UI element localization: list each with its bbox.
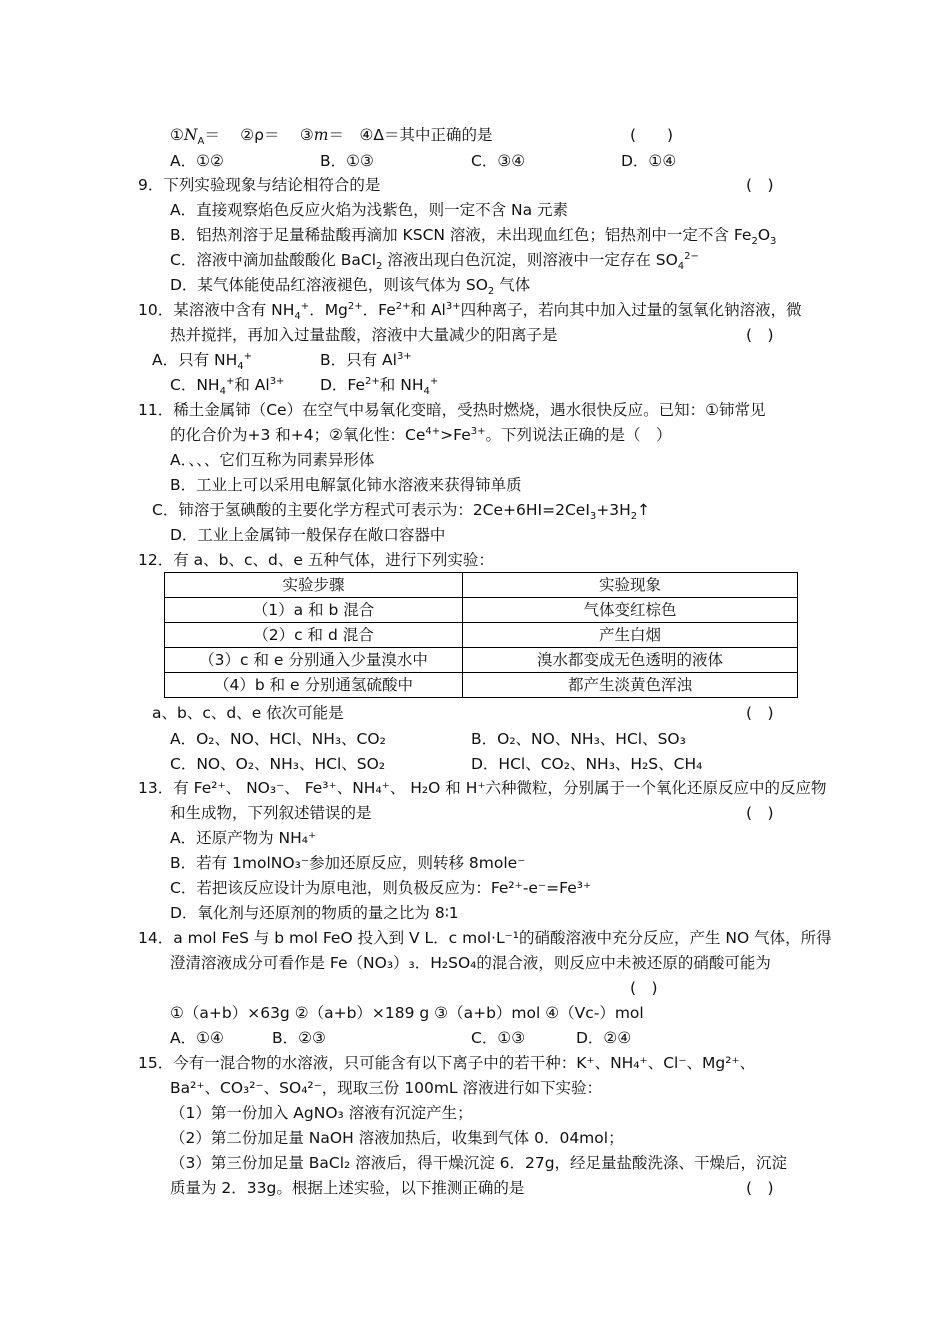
q11-option-a: A．、、、它们互称为同素异形体: [170, 451, 375, 469]
table-cell: 气体变红棕色: [463, 598, 798, 623]
table-cell: 溴水都变成无色透明的液体: [463, 648, 798, 673]
q8-option-c: C．③④: [471, 152, 526, 170]
q10-option-a: A．只有 $NH_4^+$: [152, 350, 253, 373]
q15-step-3-line2: 质量为 2．33g。根据上述实验，以下推测正确的是: [170, 1179, 525, 1197]
q13-option-b: B．若有 1molNO₃⁻参加还原反应，则转移 8mole⁻: [170, 854, 526, 872]
answer-paren: ( ): [630, 126, 674, 144]
q10-paren: ( ): [746, 326, 774, 344]
q13-option-a: A．还原产物为 NH₄⁺: [170, 829, 317, 847]
q12-option-a: A．O₂、NO、HCl、NH₃、CO₂: [170, 730, 386, 748]
q10-stem-line2: 热并搅拌，再加入过量盐酸，溶液中大量减少的阳离子是: [170, 326, 558, 344]
q8-option-b: B．①③: [320, 152, 374, 170]
q11-option-b: B．工业上可以采用电解氯化铈水溶液来获得铈单质: [170, 476, 522, 494]
q15-stem-line1: 15．今有一混合物的水溶液，只可能含有以下离子中的若干种：K⁺、NH₄⁺、Cl⁻、Mg²⁺、: [138, 1054, 756, 1072]
q13-stem-line2: 和生成物，下列叙述错误的是: [170, 804, 372, 822]
q8-option-d: D．①④: [621, 152, 677, 170]
q14-stem-line1: 14．a mol FeS 与 b mol FeO 投入到 V L．c mol·L⁻¹的硝酸溶液中充分反应，产生 NO 气体，所得: [138, 929, 832, 947]
q14-stem-line2: 澄清溶液成分可看作是 Fe（NO₃）₃．H₂SO₄的混合液，则反应中未被还原的硝酸可能为: [170, 954, 771, 972]
q12-option-b: B．O₂、NO、NH₃、HCl、SO₃: [471, 730, 686, 748]
q11-option-d: D．工业上金属铈一般保存在敞口容器中: [170, 526, 446, 544]
q10-option-c: C．$NH_4^+$和 $Al^{3+}$: [170, 375, 285, 398]
q9-option-c: C．溶液中滴加盐酸酸化 BaCl$_2$ 溶液出现白色沉淀，则溶液中一定存在 $SO_4^{2-}$: [170, 250, 699, 273]
experiment-table: [164, 572, 798, 698]
q12-option-d: D．HCl、CO₂、NH₃、H₂S、CH₄: [471, 755, 703, 773]
q12-option-c: C．NO、O₂、NH₃、HCl、SO₂: [170, 755, 386, 773]
table-cell: 产生白烟: [463, 623, 798, 648]
q10-stem-line1: 10．某溶液中含有 $NH_4^+$．$Mg^{2+}$．$Fe^{2+}$和 $Al^{3+}$四种离子，若向其中加入过量的氢氧化钠溶液，微: [138, 300, 802, 323]
q14-choices-line: ①（a+b）×63g ②（a+b）×189 g ③（a+b）mol ④（Vc-）mol: [170, 1004, 644, 1022]
q15-step-1: （1）第一份加入 AgNO₃ 溶液有沉淀产生；: [170, 1104, 473, 1122]
q9-paren: ( ): [746, 176, 774, 194]
q12-after-table: a、b、c、d、e 依次可能是: [152, 704, 344, 722]
table-row: [165, 598, 798, 623]
q13-option-c: C．若把该反应设计为原电池，则负极反应为：Fe²⁺-e⁻=Fe³⁺: [170, 879, 592, 897]
table-header-cell: 实验现象: [463, 573, 798, 598]
q11-option-c: C．铈溶于氢碘酸的主要化学方程式可表示为：$2Ce+6HI=2CeI_3+3H_2↑$: [152, 501, 651, 523]
table-row: [165, 623, 798, 648]
table-header-cell: 实验步骤: [165, 573, 463, 598]
q11-stem-line1: 11．稀土金属铈（Ce）在空气中易氧化变暗，受热时燃烧，遇水很快反应。已知：①铈常见: [138, 401, 766, 419]
q10-option-b: B．只有 $Al^{3+}$: [320, 350, 412, 369]
table-cell: （4）b 和 e 分别通氢硫酸中: [165, 673, 463, 698]
q14-option-d: D．②④: [576, 1029, 632, 1047]
q14-option-c: C．①③: [471, 1029, 526, 1047]
q9-option-a: A．直接观察焰色反应火焰为浅紫色，则一定不含 Na 元素: [170, 201, 569, 219]
table-cell: （3）c 和 e 分别通入少量溴水中: [165, 648, 463, 673]
q8-option-a: A．①②: [170, 152, 224, 170]
table-row: [165, 673, 798, 698]
q12-stem: 12．有 a、b、c、d、e 五种气体，进行下列实验：: [138, 551, 494, 569]
q13-paren: ( ): [746, 804, 774, 822]
q15-paren: ( ): [746, 1179, 774, 1197]
q10-option-d: D．$Fe^{2+}$和 $NH_4^+$: [320, 375, 439, 398]
q11-stem-line2: 的化合价为+3 和+4；②氧化性：$Ce^{4+}>Fe^{3+}$。下列说法正确的是（ ）: [170, 425, 672, 444]
q9-option-d: D．某气体能使品红溶液褪色，则该气体为 $SO_2$ 气体: [170, 276, 531, 298]
q9-option-b: B．铝热剂溶于足量稀盐酸再滴加 KSCN 溶液，未出现血红色；铝热剂中一定不含 $Fe_2O_3$: [170, 226, 777, 248]
table-cell: （2）c 和 d 混合: [165, 623, 463, 648]
q15-step-2: （2）第二份加足量 NaOH 溶液加热后，收集到气体 0．04mol；: [170, 1129, 624, 1147]
q12-paren: ( ): [746, 704, 774, 722]
q13-stem-line1: 13．有 Fe²⁺、 NO₃⁻、 Fe³⁺、NH₄⁺、 H₂O 和 H⁺六种微粒，分别属于一个氧化还原反应中的反应物: [138, 779, 827, 797]
table-header-row: [165, 573, 798, 598]
table-cell: 都产生淡黄色浑浊: [463, 673, 798, 698]
table-cell: （1）a 和 b 混合: [165, 598, 463, 623]
q13-option-d: D．氧化剂与还原剂的物质的量之比为 8∶1: [170, 904, 459, 922]
q14-paren: ( ): [630, 979, 658, 997]
q9-stem: 9．下列实验现象与结论相符合的是: [138, 176, 381, 194]
q14-option-b: B．②③: [272, 1029, 326, 1047]
q14-option-a: A．①④: [170, 1029, 224, 1047]
q15-stem-line2: Ba²⁺、CO₃²⁻、SO₄²⁻，现取三份 100mL 溶液进行如下实验：: [170, 1079, 602, 1097]
table-row: [165, 648, 798, 673]
q15-step-3-line1: （3）第三份加足量 BaCl₂ 溶液后，得干燥沉淀 6．27g，经足量盐酸洗涤、干燥后，沉淀: [170, 1154, 788, 1172]
formula-line: $①N_A=$ ②ρ＝ ③m＝ ④Δ＝其中正确的是: [170, 126, 493, 148]
